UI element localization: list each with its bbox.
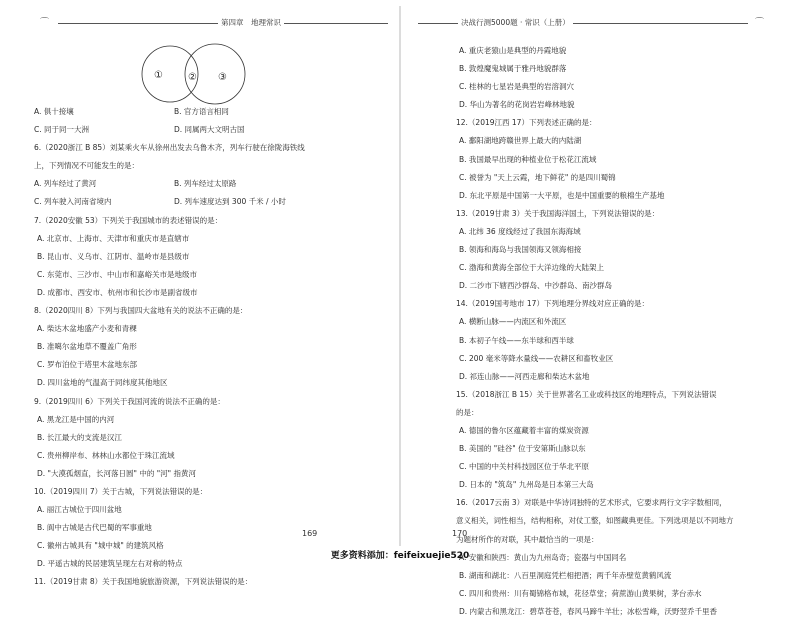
option-line: B. 敦煌魔鬼城属于雅丹地貌群落 (459, 64, 567, 74)
option-line: D. 东北平原是中国第一大平原，也是中国重要的粮棉生产基地 (459, 190, 665, 200)
question-line: 13.（2019甘肃 3）关于我国海洋国土，下列说法错误的是： (456, 208, 660, 218)
option-line: A. 丽江古城位于四川盆地 (37, 505, 122, 515)
option-line: D. 平遥古城的民居建筑呈现左右对称的特点 (37, 559, 183, 569)
option-line: A. 柴达木盆地盛产小麦和青稞 (37, 324, 137, 334)
question-line: 11.（2019甘肃 8）关于我国地貌旅游资源，下列说法错误的是： (34, 577, 253, 587)
option-line: D. "大漠孤烟直，长河落日圆" 中的 "河" 指黄河 (37, 468, 196, 478)
option-row (34, 103, 384, 121)
option-line: D. 祁连山脉——河西走廊和柴达木盆地 (459, 371, 590, 381)
right-question-text (456, 42, 792, 621)
series-title: 决战行测5000题 · 常识（上册） (458, 16, 573, 30)
option-text: B. 官方语言相同 (174, 107, 229, 116)
option-line: D. 日本的 "筑岛" 九州岛是日本第三大岛 (459, 480, 594, 490)
option-row (34, 121, 384, 139)
option-text: A. 俱十接壤 (34, 107, 74, 116)
option-line: B. 领海和海岛与我国领海又领海相接 (459, 245, 582, 255)
option-text: D. 列车速度达到 300 千米 / 小时 (174, 197, 286, 207)
question-line: 6.（2020浙江 B 85）刘某乘火车从徐州出发去乌鲁木齐，列车行驶在徐陇海铁线 (34, 143, 305, 153)
option-line: C. 桂林的七星岩是典型的岩溶洞穴 (459, 82, 575, 92)
bow-ornament-icon: ⌒ (755, 18, 765, 28)
question-line: 7.（2020安徽 53）下列关于我国城市的表述错误的是： (34, 215, 223, 225)
chapter-title: 第四章 地理常识 (218, 16, 284, 30)
question-line: 9.（2019四川 6）下列关于我国河流的说法不正确的是： (34, 396, 225, 406)
option-line: C. 四川和贵州：川有蜀锦格布城，花径草堂；荷蔗游山黄果树，茅台赤水 (459, 588, 702, 598)
option-line: C. 200 毫米等降水量线——农耕区和畜牧业区 (459, 353, 614, 363)
left-header (0, 16, 400, 30)
venn-diagram (130, 40, 290, 110)
question-line: 为题材所作的对联，其中最恰当的一项是： (456, 534, 599, 544)
question-line: 上，下列情况不可能发生的是： (34, 161, 139, 171)
option-line: D. 成都市、西安市、杭州市和长沙市是副省级市 (37, 287, 198, 297)
option-line: D. 四川盆地的气温高于同纬度其他地区 (37, 378, 168, 388)
option-line: A. 鄱阳湖地跨赣世界上最大的内陆湖 (459, 136, 582, 146)
bow-ornament-icon: ⌒ (40, 18, 50, 28)
page-number-left: 169 (302, 529, 318, 538)
option-line: B. 昆山市、义乌市、江阴市、温岭市是县级市 (37, 251, 190, 261)
venn-label-2: ② (188, 72, 197, 83)
option-line: D. 内蒙古和黑龙江：碧草苍苍，春风马蹄牛羊壮；冰松雪峰，沃野翌乔千里香 (459, 606, 718, 616)
option-line: A. 北京市、上海市、天津市和重庆市是直辖市 (37, 233, 190, 243)
option-line: C. 贵州柳岸布、林林山水都位于珠江流域 (37, 450, 175, 460)
venn-label-1: ① (154, 70, 163, 81)
option-text: C. 同于同一大洲 (34, 125, 90, 135)
option-line: C. 东莞市、三沙市、中山市和嘉峪关市是地级市 (37, 269, 198, 279)
option-line: A. 黑龙江是中国的内河 (37, 414, 115, 424)
option-row (34, 193, 384, 211)
question-line: 12.（2019江西 17）下列表述正确的是： (456, 118, 597, 128)
option-line: A. 安徽和陕西：黄山为九州岛奇；瓷器与中国同名 (459, 552, 627, 562)
option-line: A. 德国的鲁尔区蕴藏着丰富的煤炭资源 (459, 425, 589, 435)
question-line: 的是： (456, 407, 479, 417)
option-line: C. 罗布泊位于塔里木盆地东部 (37, 360, 138, 370)
option-text: A. 列车经过了黄河 (34, 179, 97, 189)
option-line: B. 美国的 "硅谷" 位于安第斯山脉以东 (459, 444, 586, 454)
option-line: B. 湖南和湖北：八百里洞庭凭栏相把酒；两千年赤壁览黄鹤风流 (459, 570, 672, 580)
left-question-text (34, 103, 384, 592)
option-text: C. 列车驶入河南省境内 (34, 197, 112, 207)
footer-contact: 更多资料添加：feifeixuejie520 (330, 551, 470, 561)
question-line: 8.（2020四川 8）下列与我国四大盆地有关的说法不正确的是： (34, 306, 248, 316)
question-line: 意义相关，词性相当，结构相称，对仗工整，如图藏典更佳。下列选项是以不同地方 (456, 516, 734, 526)
option-line: C. 中国的中关村科技园区位于华北平原 (459, 462, 590, 472)
question-line: 14.（2019国考地市 17）下列地理分界线对应正确的是： (456, 299, 649, 309)
option-line: B. 长江最大的支流是汉江 (37, 432, 122, 442)
option-line: B. 本初子午线——东半球和西半球 (459, 335, 574, 345)
option-line: B. 准噶尔盆地草不覆盖广角形 (37, 342, 137, 352)
page-number-right: 170 (452, 529, 468, 538)
option-line: D. 二沙市下辖西沙群岛、中沙群岛、南沙群岛 (459, 281, 613, 291)
venn-label-3: ③ (218, 72, 227, 83)
option-line: C. 渤海和黄海全部位于大洋边缘的大陆架上 (459, 263, 605, 273)
question-line: 10.（2019四川 7）关于古城，下列说法错误的是： (34, 486, 208, 496)
option-line: B. 阆中古城是古代巴蜀的军事重地 (37, 523, 152, 533)
option-line: A. 北纬 36 度线经过了我国东海海域 (459, 226, 581, 236)
question-line: 15.（2018浙江 B 15）关于世界著名工业或科技区的地理特点，下列说法错误 (456, 389, 717, 399)
option-line: D. 华山为著名的花岗岩岩峰林地貌 (459, 100, 575, 110)
option-line: A. 横断山脉——内流区和外流区 (459, 317, 567, 327)
right-header (400, 16, 800, 30)
option-line: C. 徽州古城具有 "城中城" 的建筑风格 (37, 541, 164, 551)
option-text: D. 同属两大文明古国 (174, 125, 245, 135)
option-line: A. 重庆老猿山是典型的丹霞地貌 (459, 46, 567, 55)
question-line: 16.（2017云南 3）对联是中华诗词独特的艺术形式，它要求两行文字字数相同， (456, 498, 727, 508)
option-text: B. 列车经过太原路 (174, 179, 237, 189)
option-line: B. 我国最早出现的种植业位于松花江流域 (459, 154, 597, 164)
option-row (34, 175, 384, 193)
option-line: C. 被誉为 "天上云霞，地下鲜花" 的是四川蜀锦 (459, 172, 616, 182)
